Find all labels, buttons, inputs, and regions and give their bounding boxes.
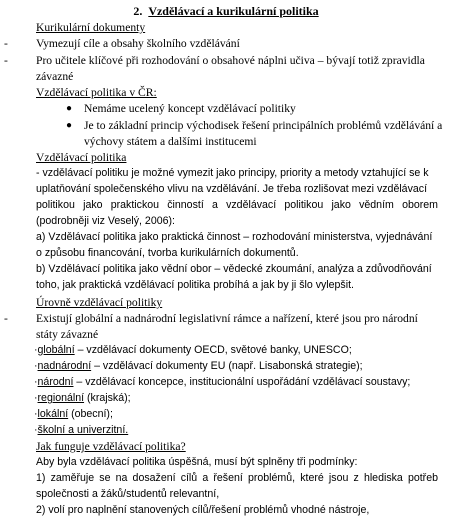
paragraph-line: (podrobněji viz Veselý, 2006): <box>36 215 175 227</box>
level-marker: · <box>34 408 38 420</box>
level-name: regionální <box>37 392 85 404</box>
level-name: národní <box>37 376 74 388</box>
level-item <box>34 343 352 358</box>
subheading-urovne: Úrovně vzdělávací politiky <box>36 296 163 309</box>
list-item-continuation: státy závazné <box>36 328 99 341</box>
paragraph-line: uplatňování společenského vlivu na vzdělávání. Je třeba rozlišovat mezi vzdělávací <box>36 183 428 195</box>
paragraph-line: politikou jako praktickou činností a vzdělávací politikou jako vědním oborem <box>36 199 438 211</box>
level-marker: · <box>34 344 38 356</box>
level-description: – vzdělávací dokumenty EU (např. Lisabonská strategie); <box>91 360 363 372</box>
subheading-vzdelavaci-politika: Vzdělávací politika <box>36 151 127 164</box>
level-item <box>34 375 410 390</box>
paragraph-line: Aby byla vzdělávací politika úspěšná, musí být splněny tři podmínky: <box>36 456 358 468</box>
level-marker: · <box>34 376 38 388</box>
paragraph-line: společnosti a žáků/studentů relevantní, <box>36 488 220 500</box>
paragraph-line: a) Vzdělávací politika jako praktická činnost – rozhodování ministerstva, vyjednávání <box>36 231 433 243</box>
subheading-kurikularni-dokumenty: Kurikulární dokumenty <box>36 21 146 34</box>
bullet-text: Nemáme ucelený koncept vzdělávací politiky <box>84 102 296 115</box>
level-description: – vzdělávací dokumenty OECD, světové banky, UNESCO; <box>74 344 352 356</box>
level-item <box>34 359 363 374</box>
paragraph-line: 1) zaměřuje se na dosažení cílů a řešení problémů, které jsou z hlediska potřeb <box>36 472 438 484</box>
bullet-dot-icon: ● <box>66 120 73 131</box>
list-item-text: Existují globální a nadnárodní legislativní rámce a nařízení, které jsou pro národní <box>36 312 418 325</box>
level-item <box>34 423 128 438</box>
section-title: Vzdělávací a kurikulární politika <box>148 4 319 18</box>
page-title <box>0 4 452 19</box>
level-item <box>34 407 113 422</box>
level-marker: · <box>34 360 38 372</box>
section-number: 2. <box>133 4 143 18</box>
level-name: školní a univerzitní. <box>37 424 129 436</box>
bullet-continuation: výchovy státem a dalšími institucemi <box>84 135 257 148</box>
subheading-jak-funguje: Jak funguje vzdělávací politika? <box>36 440 186 453</box>
list-item-text: Pro učitele klíčové při rozhodování o obsahové náplni učiva – bývají totiž zpravidla <box>36 54 425 67</box>
bullet-dot-icon: ● <box>66 103 73 114</box>
list-item-continuation: závazné <box>36 70 74 83</box>
subheading-politika-v-cr: Vzdělávací politika v ČR: <box>36 86 157 99</box>
level-description: – vzdělávací koncepce, institucionální uspořádání vzdělávací soustavy; <box>73 376 411 388</box>
paragraph-line: b) Vzdělávací politika jako vědní obor – vědecké zkoumání, analýza a zdůvodňování <box>36 263 432 275</box>
paragraph-line: 2) volí pro naplnění stanovených cílů/řešení problémů vhodné nástroje, <box>36 504 370 516</box>
paragraph-line: - vzdělávací politiku je možné vymezit jako principy, priority a metody vztahující se k <box>36 167 429 179</box>
level-marker: · <box>34 424 38 436</box>
paragraph-line: o způsobu financování, tvorba kurikulárních dokumentů. <box>36 247 299 259</box>
bullet-text: Je to základní princip východisek řešení principálních problémů vzdělávání a <box>84 119 443 132</box>
list-item-text: Vymezují cíle a obsahy školního vzdělávání <box>36 37 240 50</box>
level-name: globální <box>37 344 75 356</box>
level-marker: · <box>34 392 38 404</box>
level-name: lokální <box>37 408 69 420</box>
level-description: (obecní); <box>68 408 113 420</box>
level-name: nadnárodní <box>37 360 92 372</box>
level-description: (krajská); <box>84 392 131 404</box>
level-item <box>34 391 131 406</box>
paragraph-line: toho, jak praktická vzdělávací politika probíhá a jak by ji šlo vylepšit. <box>36 279 354 291</box>
